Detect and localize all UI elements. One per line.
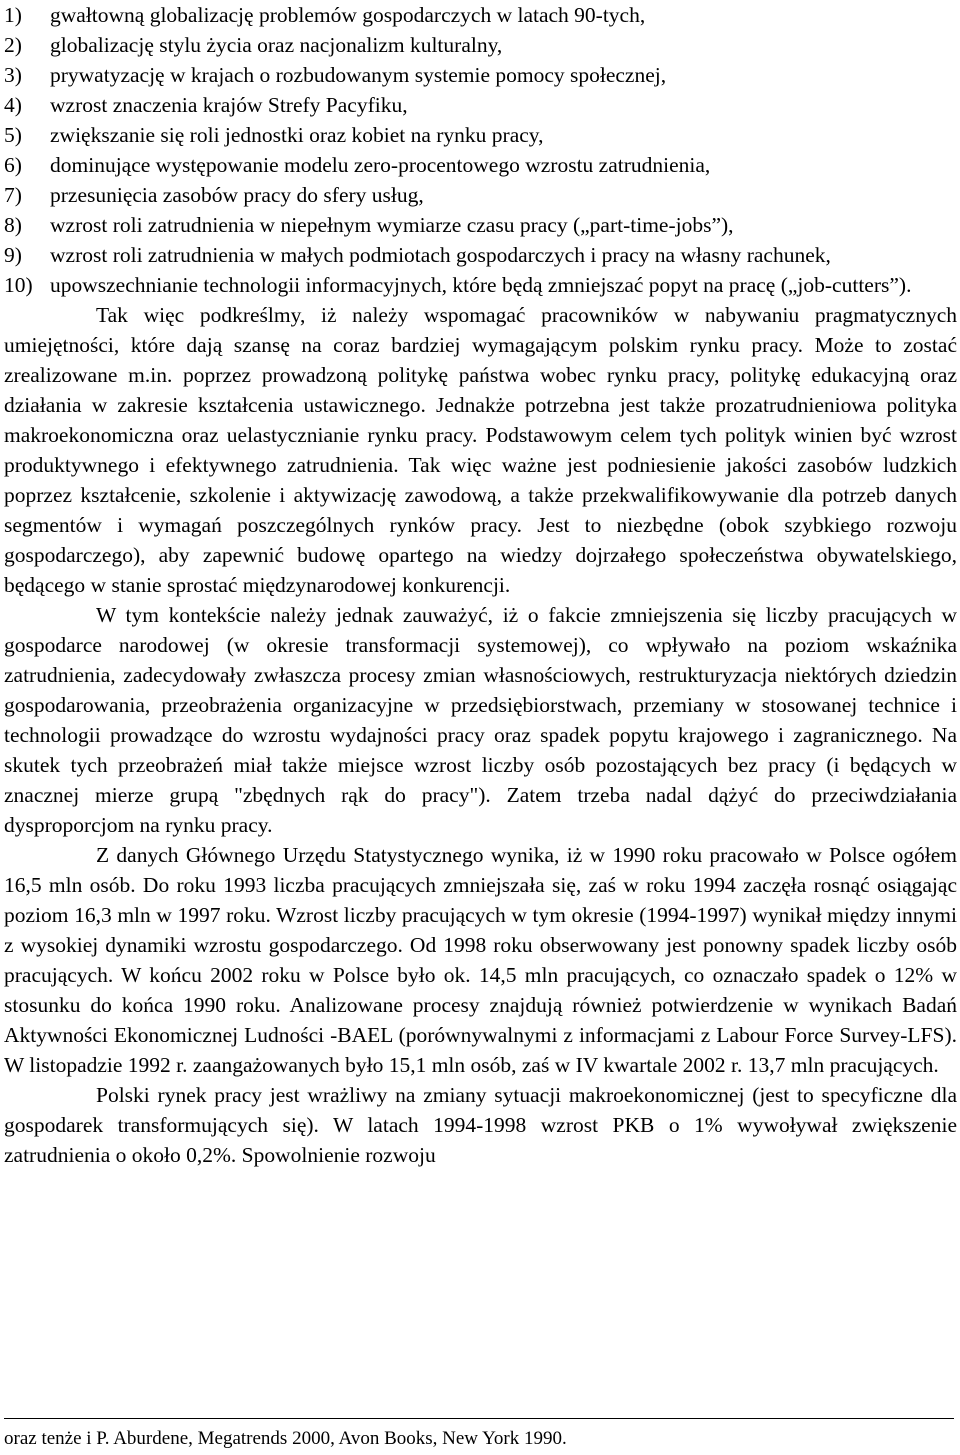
list-number: 4) (4, 93, 22, 117)
list-number: 10) (4, 273, 33, 297)
list-text: prywatyzację w krajach o rozbudowanym systemie pomocy społecznej, (50, 63, 667, 87)
list-item (4, 120, 957, 150)
list-number: 9) (4, 243, 22, 267)
list-number: 5) (4, 123, 22, 147)
paragraph: Tak więc podkreślmy, iż należy wspomagać pracowników w nabywaniu pragmatycznych umiejętności, które dają szansę na coraz bardziej wymagającym polskim rynku pracy. Może to zostać zrealizowane m.in. poprzez prowadzoną politykę państwa wobec rynku pracy, politykę edukacyjną oraz działania w zakresie kształcenia ustawicznego. Jednakże potrzebna jest także prozatrudnieniowa polityka makroekonomiczna oraz uelastycznianie rynku pracy. Podstawowym celem tych polityk winien być wzrost produktywnego i efektywnego zatrudnienia. Tak więc ważne jest podniesienie jakości zasobów ludzkich poprzez kształcenie, szkolenie i aktywizację zawodową, a także przekwalifikowywanie dla potrzeb danych segmentów i wymagań poszczególnych rynków pracy. Jest to niezbędne (obok szybkiego rozwoju gospodarczego), aby zapewnić budowę opartego na wiedzy dojrzałego społeczeństwa obywatelskiego, będącego w stanie sprostać międzynarodowej konkurencji. (4, 303, 957, 597)
footnote: oraz tenże i P. Aburdene, Megatrends 2000, Avon Books, New York 1990. (4, 1428, 567, 1449)
list-item (4, 240, 957, 270)
list-text: upowszechnianie technologii informacyjnych, które będą zmniejszać popyt na pracę („job-cutters”). (50, 273, 912, 297)
list-text: dominujące występowanie modelu zero-procentowego wzrostu zatrudnienia, (50, 153, 711, 177)
list-number: 1) (4, 3, 22, 27)
list-item (4, 90, 957, 120)
list-item (4, 30, 957, 60)
list-item (4, 60, 957, 90)
list-number: 2) (4, 33, 22, 57)
list-text: przesunięcia zasobów pracy do sfery usług, (50, 183, 424, 207)
document-body (4, 0, 957, 1170)
list-item (4, 270, 957, 300)
list-item (4, 150, 957, 180)
list-text: zwiększanie się roli jednostki oraz kobiet na rynku pracy, (50, 123, 544, 147)
paragraph: Z danych Głównego Urzędu Statystycznego wynika, iż w 1990 roku pracowało w Polsce ogółem 16,5 mln osób. Do roku 1993 liczba pracujących zmniejszała się, zaś w roku 1994 zaczęła rosnąć osiągając poziom 16,3 mln w 1997 roku. Wzrost liczby pracujących w tym okresie (1994-1997) wynikał między innymi z wysokiej dynamiki wzrostu gospodarczego. Od 1998 roku obserwowany jest ponowny spadek liczby osób pracujących. W końcu 2002 roku w Polsce było ok. 14,5 mln pracujących, co oznaczało spadek o 12% w stosunku do końca 1990 roku. Analizowane procesy znajdują również potwierdzenie w wynikach Badań Aktywności Ekonomicznej Ludności -BAEL (porównywalnymi z informacjami z Labour Force Survey-LFS). W listopadzie 1992 r. zaangażowanych było 15,1 mln osób, zaś w IV kwartale 2002 r. 13,7 mln pracujących. (4, 843, 957, 1077)
numbered-list (4, 0, 957, 300)
list-item (4, 210, 957, 240)
list-text: wzrost znaczenia krajów Strefy Pacyfiku, (50, 93, 408, 117)
list-item (4, 0, 957, 30)
paragraph: Polski rynek pracy jest wrażliwy na zmiany sytuacji makroekonomicznej (jest to specyficzne dla gospodarek transformujących się). W latach 1994-1998 wzrost PKB o 1% wywoływał zwiększenie zatrudnienia o około 0,2%. Spowolnienie rozwoju (4, 1083, 957, 1167)
list-number: 8) (4, 213, 22, 237)
list-text: gwałtowną globalizację problemów gospodarczych w latach 90-tych, (50, 3, 646, 27)
list-item (4, 180, 957, 210)
paragraph: W tym kontekście należy jednak zauważyć, iż o fakcie zmniejszenia się liczby pracujących w gospodarce narodowej (w okresie transformacji systemowej), co wpływało na poziom wskaźnika zatrudnienia, zadecydowały zwłaszcza procesy zmian własnościowych, restrukturyzacja niektórych dziedzin gospodarowania, przeobrażenia organizacyjne w przedsiębiorstwach, przemiany w stosowanej technice i technologii prowadzące do wzrostu wydajności pracy oraz spadek popytu krajowego i zagranicznego. Na skutek tych przeobrażeń miał także miejsce wzrost liczby osób pozostających bez pracy (i będących w znacznej mierze grupą "zbędnych rąk do pracy"). Zatem trzeba nadal dążyć do przeciwdziałania dysproporcjom na rynku pracy. (4, 603, 957, 837)
list-text: wzrost roli zatrudnienia w niepełnym wymiarze czasu pracy („part-time-jobs”), (50, 213, 734, 237)
list-number: 7) (4, 183, 22, 207)
list-text: globalizację stylu życia oraz nacjonalizm kulturalny, (50, 33, 503, 57)
footnote-separator (4, 1418, 954, 1419)
list-number: 6) (4, 153, 22, 177)
list-number: 3) (4, 63, 22, 87)
list-text: wzrost roli zatrudnienia w małych podmiotach gospodarczych i pracy na własny rachunek, (50, 243, 831, 267)
